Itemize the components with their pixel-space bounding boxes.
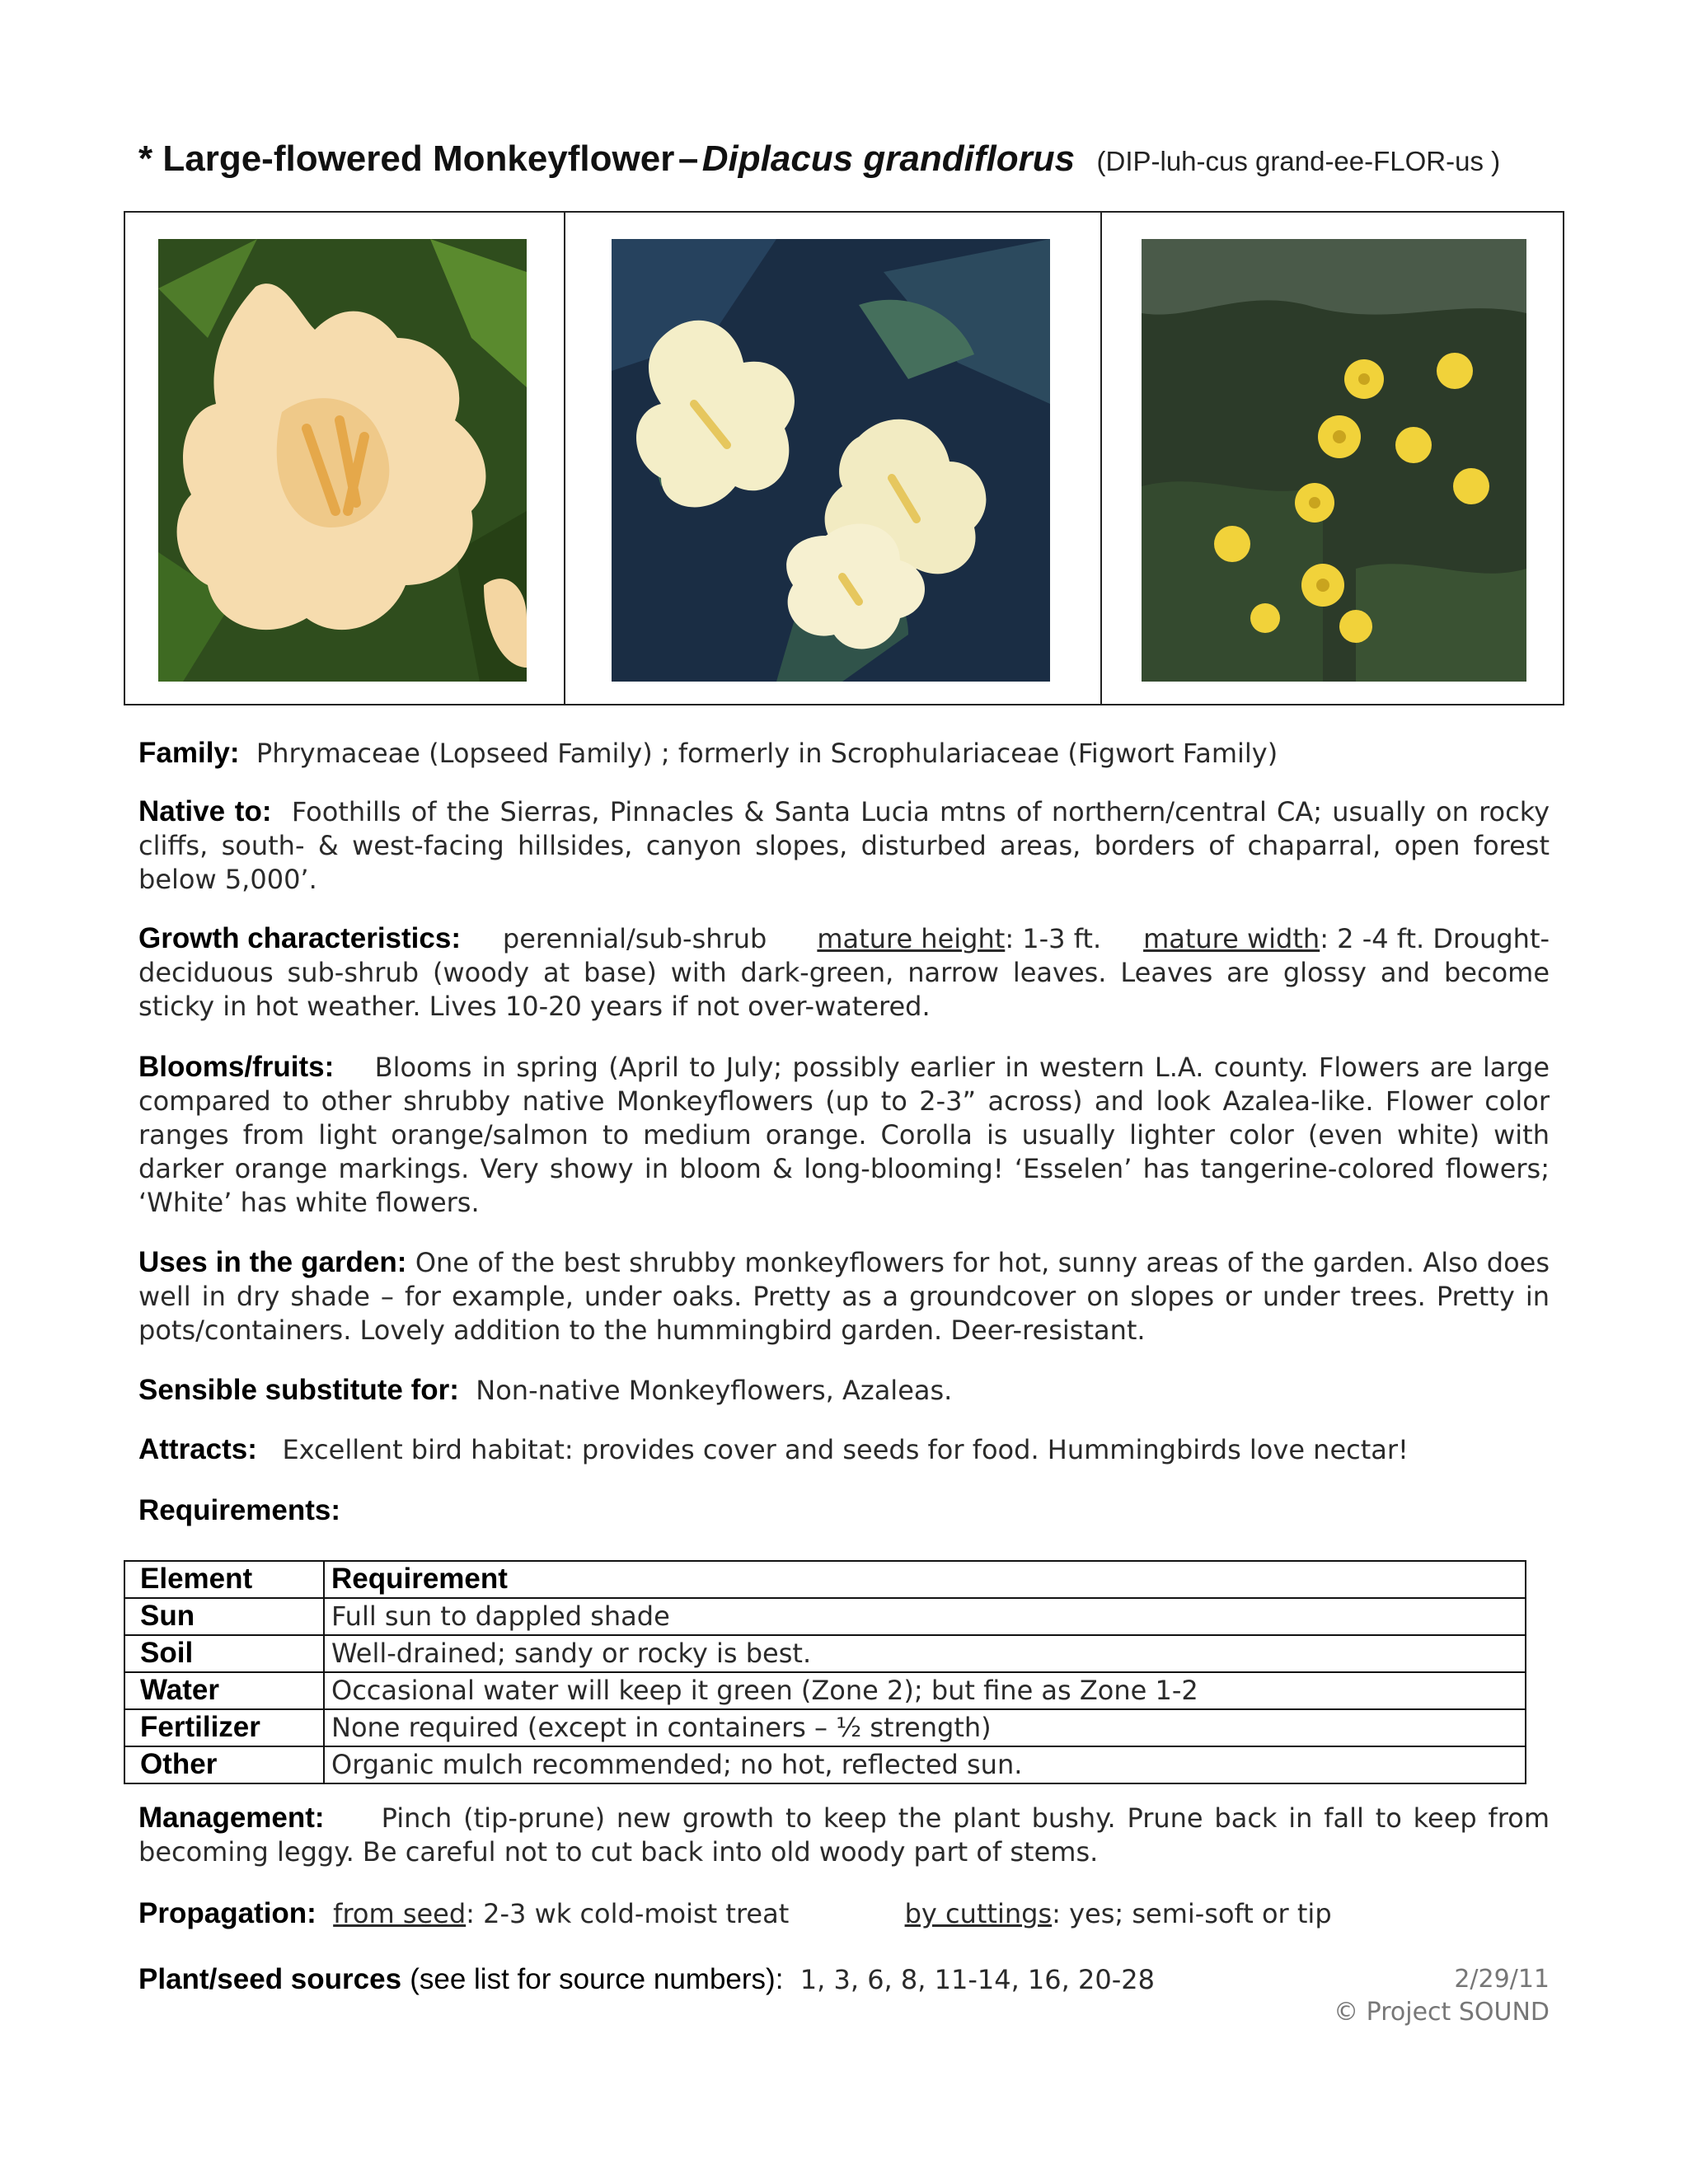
table-row — [124, 1746, 1526, 1783]
management-label: Management: — [138, 1802, 325, 1834]
sources-section — [138, 1962, 1550, 1997]
photo-strip — [124, 211, 1564, 705]
family-section — [138, 736, 1550, 771]
requirements-label: Requirements: — [138, 1494, 341, 1526]
photo-cell-3 — [1100, 213, 1563, 704]
row-requirement: Organic mulch recommended; no hot, reflected sun. — [324, 1746, 1526, 1783]
table-row — [124, 1635, 1526, 1672]
table-row — [124, 1672, 1526, 1709]
blooms-value: Blooms in spring (April to July; possibly earlier in western L.A. county. Flowers are large compared to other shrubby native Monkeyflowers (up to 2-3” across) and look Azalea-like. Flower color ranges from light orange/salmon to medium orange. Corolla is usually lighter color (even white) with darker orange markings. Very showy in bloom & long-blooming! ‘Esselen’ has tangerine-colored flowers; ‘White’ has white flowers. — [138, 1052, 1550, 1218]
seed-value: : 2-3 wk cold-moist treat — [466, 1898, 790, 1929]
photo-cell-2 — [564, 213, 1100, 704]
propagation-section — [138, 1896, 1550, 1931]
table-header-requirement: Requirement — [324, 1561, 1526, 1598]
substitute-value: Non-native Monkeyflowers, Azaleas. — [476, 1375, 953, 1406]
attracts-section — [138, 1432, 1550, 1467]
table-header-row — [124, 1561, 1526, 1598]
sources-label: Plant/seed sources — [138, 1963, 402, 1995]
row-element: Fertilizer — [124, 1709, 324, 1746]
footer-copyright: © Project SOUND — [1334, 1998, 1550, 2027]
common-name: * Large-flowered Monkeyflower — [138, 138, 675, 179]
blooms-section — [138, 1050, 1550, 1220]
pronunciation: (DIP-luh-cus grand-ee-FLOR-us ) — [1096, 146, 1501, 176]
row-element: Other — [124, 1746, 324, 1783]
cuttings-value: : yes; semi-soft or tip — [1052, 1898, 1332, 1929]
mature-height-value: : 1-3 ft. — [1005, 923, 1102, 954]
row-element: Water — [124, 1672, 324, 1709]
title-dash: – — [678, 138, 699, 179]
mature-width-label: mature width — [1143, 923, 1320, 954]
attracts-label: Attracts: — [138, 1433, 257, 1465]
shrub-bloom-photo — [1142, 239, 1526, 682]
sources-note: (see list for source numbers): — [410, 1963, 784, 1995]
seed-label: from seed — [333, 1898, 467, 1929]
substitute-label: Sensible substitute for: — [138, 1374, 459, 1406]
mature-width-value: : 2 -4 ft. — [1320, 923, 1425, 954]
management-value: Pinch (tip-prune) new growth to keep the plant bushy. Prune back in fall to keep from becoming leggy. Be careful not to cut back into old woody part of stems. — [138, 1802, 1550, 1868]
uses-label: Uses in the garden: — [138, 1246, 407, 1278]
table-row — [124, 1709, 1526, 1746]
attracts-value: Excellent bird habitat: provides cover and seeds for food. Hummingbirds love nectar! — [282, 1434, 1409, 1465]
sources-value: 1, 3, 6, 8, 11-14, 16, 20-28 — [799, 1964, 1155, 1995]
row-element: Soil — [124, 1635, 324, 1672]
row-requirement: Full sun to dappled shade — [324, 1598, 1526, 1635]
flower-closeup-photo — [158, 239, 527, 682]
mature-height-label: mature height — [817, 923, 1006, 954]
requirements-heading — [138, 1493, 1550, 1528]
blooms-label: Blooms/fruits: — [138, 1051, 335, 1083]
photo-cell-1 — [125, 213, 564, 704]
row-element: Sun — [124, 1598, 324, 1635]
uses-value: One of the best shrubby monkeyflowers for hot, sunny areas of the garden. Also does well in dry shade – for example, under oaks. Pretty as a groundcover on slopes or under trees. Pretty in pots/containers. Lovely addition to the hummingbird garden. Deer-resistant. — [138, 1247, 1550, 1346]
native-value: Foothills of the Sierras, Pinnacles & Santa Lucia mtns of northern/central CA; usually on rocky cliffs, south- & west-facing hillsides, canyon slopes, disturbed areas, borders of chaparral, open forest below 5,000’. — [138, 796, 1550, 895]
growth-section — [138, 921, 1550, 1024]
propagation-label: Propagation: — [138, 1897, 316, 1929]
table-header-element: Element — [124, 1561, 324, 1598]
scientific-name: Diplacus grandiflorus — [701, 138, 1076, 179]
requirements-table — [124, 1560, 1526, 1784]
growth-label: Growth characteristics: — [138, 922, 461, 954]
footer-date: 2/29/11 — [1454, 1965, 1550, 1994]
flower-cluster-photo — [612, 239, 1050, 682]
uses-section — [138, 1245, 1550, 1347]
growth-description: Drought-deciduous sub-shrub (woody at base) with dark-green, narrow leaves. Leaves are glossy and become sticky in hot weather. Lives 10-20 years if not over-watered. — [138, 923, 1550, 1022]
row-requirement: Occasional water will keep it green (Zone 2); but fine as Zone 1-2 — [324, 1672, 1526, 1709]
family-label: Family: — [138, 737, 240, 769]
management-section — [138, 1801, 1550, 1869]
growth-type: perennial/sub-shrub — [502, 923, 767, 954]
family-value: Phrymaceae (Lopseed Family) ; formerly in Scrophulariaceae (Figwort Family) — [256, 738, 1278, 769]
table-row — [124, 1598, 1526, 1635]
page-title — [138, 138, 1606, 180]
native-label: Native to: — [138, 795, 272, 827]
substitute-section — [138, 1373, 1550, 1408]
cuttings-label: by cuttings — [904, 1898, 1053, 1929]
native-section — [138, 794, 1550, 897]
row-requirement: None required (except in containers – ½ strength) — [324, 1709, 1526, 1746]
row-requirement: Well-drained; sandy or rocky is best. — [324, 1635, 1526, 1672]
